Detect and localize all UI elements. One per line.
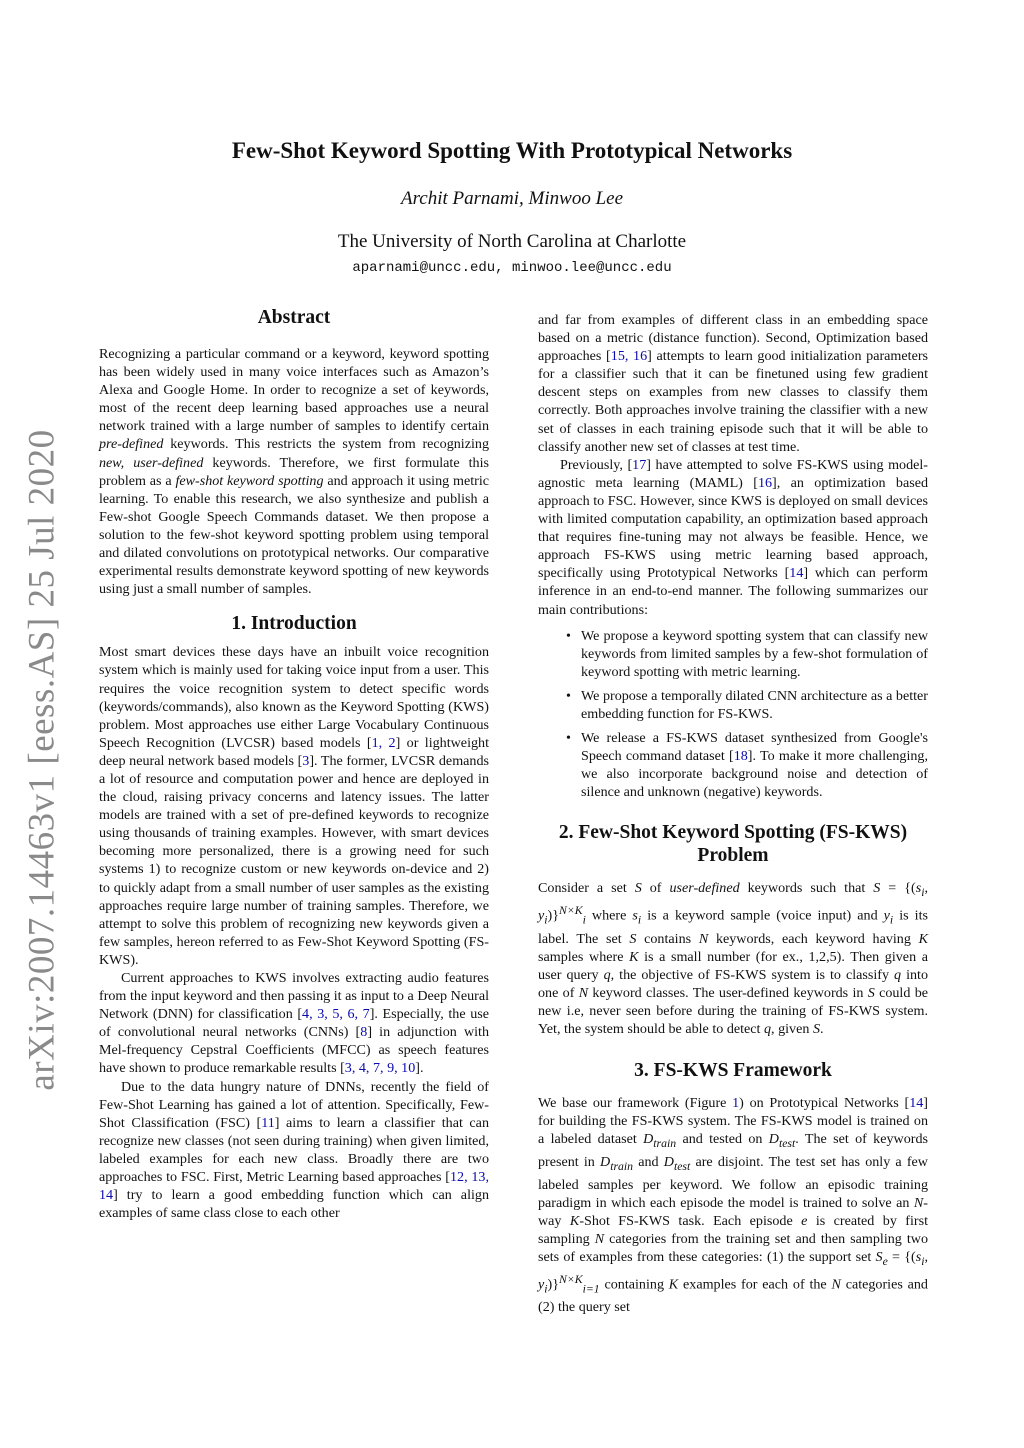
list-item: • We propose a temporally dilated CNN architecture as a better embedding function for FS-KWS. <box>566 687 928 722</box>
arxiv-watermark: arXiv:2007.14463v1 [eess.AS] 25 Jul 2020 <box>21 429 63 1091</box>
citation-link[interactable]: 4, 3, 5, 6, 7 <box>302 1006 370 1023</box>
citation-link[interactable]: 3 <box>302 752 310 769</box>
figure-link[interactable]: 1 <box>732 1094 740 1111</box>
citation-link[interactable]: 15, 16 <box>610 348 648 365</box>
intro-continued-paragraph: and far from examples of different class in an embedding space based on a metric (distance function). Second, Optimization based approaches [15, 16] attempts to learn good initialization parameters for a classifier such that it can be finetuned using few gradient descent steps on examples from new classes to classify them correctly. Both approaches involve training the classifier with a new set of classes in each training episode such that it will be able to classify another new set of classes at test time. <box>538 312 929 455</box>
paper-title: Few-Shot Keyword Spotting With Prototypical Networks <box>231 138 793 163</box>
intro-paragraph-3: Due to the data hungry nature of DNNs, recently the field of Few-Shot Learning has gained a lot of attention. Specifically, Few-Shot Classification (FSC) [11] aims to learn a classifier that can recognize new classes (not seen during training) when given limited, labeled examples for each new class. Broadly there are two approaches to FSC. First, Metric Learning based approaches [12, 13, 14] try to learn a good embedding function which can align examples of same class close to each other <box>99 1078 489 1222</box>
contributions-list <box>538 627 928 802</box>
section-2-paragraph: Consider a set S of user-defined keywords such that $S = \{(s_i$, $y_i)\}^{N\times K}_i$ where $s_i$ is a keyword sample (voice input) and $y_i$ is its label. The set S contains N keywords, each keyword having K samples where K is a small number (for ex., 1,2,5). Then given a user query q, the objective of FS-KWS system is to classify q into one of N keyword classes. The user-defined keywords in S could be new i.e, never seen before during the training of FS-KWS system. Yet, the system should be able to detect q, given S. <box>538 880 929 1038</box>
section-3-heading: 3. FS-KWS Framework <box>634 1059 832 1081</box>
abstract-heading: Abstract <box>257 307 331 328</box>
citation-link[interactable]: 14 <box>909 1094 924 1111</box>
intro-paragraph-1: Most smart devices these days have an inbuilt voice recognition system which is mainly used for taking voice input from a user. This requires the voice recognition system to detect specific words (keywords/commands), also known as the Keyword Spotting (KWS) problem. Most approaches use either Large Vocabulary Continuous Speech Recognition (LVCSR) based models [1, 2] or lightweight deep neural network based models [3]. The former, LVCSR demands a lot of resource and computation power and hence are deployed in the cloud, raising privacy concerns and latency issues. The latter models are trained with a set of pre-defined keywords to recognize using thousands of training examples. However, with smart devices becoming more personalized, there is a growing need for such systems 1) to recognize custom or new keywords on-device and 2) to quickly adapt from a small number of user samples as the existing approaches require large number of training samples. Therefore, we attempt to solve this problem of recognizing new keywords given a few samples, hereon referred to as Few-Shot Keyword Spotting (FS-KWS). <box>99 644 489 968</box>
list-item: • We release a FS-KWS dataset synthesized from Google's Speech command dataset [18]. To make it more challenging, we also incorporate background noise and detection of silence and unknown (negative) keywords. <box>566 730 928 801</box>
citation-link[interactable]: 1, 2 <box>371 734 396 751</box>
citation-link[interactable]: 12, 13, 14 <box>99 1169 489 1204</box>
list-item: • We propose a keyword spotting system that can classify new keywords from limited samples by a few-shot formulation of keyword spotting with metric learning. <box>566 627 928 680</box>
citation-link[interactable]: 14 <box>789 565 804 582</box>
left-column <box>99 306 489 1222</box>
citation-link[interactable]: 16 <box>757 474 773 491</box>
citation-link[interactable]: 11 <box>261 1114 275 1131</box>
citation-link[interactable]: 18 <box>733 748 748 765</box>
previously-paragraph: Previously, [17] have attempted to solve FS-KWS using model-agnostic meta learning (MAML) [16], an optimization based approach to FSC. However, since KWS is deployed on small devices with limited computation capability, an optimization based approach that requires fine-tuning may not always be feasible. Hence, we approach FS-KWS using metric learning based approach, specifically using Prototypical Networks [14] which can perform inference in an end-to-end manner. The following summarizes our main contributions: <box>538 456 929 618</box>
citation-link[interactable]: 8 <box>360 1024 368 1041</box>
intro-paragraph-2: Current approaches to KWS involves extracting audio features from the input keyword and then passing it as input to a Deep Neural Network (DNN) for classification [4, 3, 5, 6, 7]. Especially, the use of convolutional neural networks (CNNs) [8] in adjunction with Mel-frequency Cepstral Coefficients (MFCC) as speech features have shown to produce remarkable results [3, 4, 7, 9, 10]. <box>99 970 490 1077</box>
citation-link[interactable]: 3, 4, 7, 9, 10 <box>344 1060 416 1077</box>
section-3-paragraph: We base our framework (Figure 1) on Prototypical Networks [14] for building the FS-KWS system. The FS-KWS model is trained on a labeled dataset $D_{train}$ and tested on $D_{test}$. The set of keywords present in $D_{train}$ and $D_{test}$ are disjoint. The test set has only a few labeled samples per keyword. We follow an episodic training paradigm in which each episode the model is trained to solve an N-way K-Shot FS-KWS task. Each episode e is created by first sampling N categories from the training set and then sampling two sets of examples from these categories: (1) the support set $S_e = \{(s_i$, $y_i)\}^{N\times K}_{i=1}$ containing K examples for each of the N categories and (2) the query set <box>538 1094 929 1316</box>
right-column <box>538 311 928 1316</box>
section-2-heading: 2. Few-Shot Keyword Spotting (FS-KWS) Problem <box>558 822 908 867</box>
paper-affiliation: The University of North Carolina at Charlotte <box>337 231 687 252</box>
paper-authors: Archit Parnami, Minwoo Lee <box>401 188 623 209</box>
abstract-text: Recognizing a particular command or a keyword, keyword spotting has been widely used in many voice interfaces such as Amazon’s Alexa and Google Home. In order to recognize a set of keywords, most of the recent deep learning based approaches use a neural network trained with a large number of samples to identify certain pre-defined keywords. This restricts the system from recognizing new, user-defined keywords. Therefore, we first formulate this problem as a few-shot keyword spotting and approach it using metric learning. To enable this research, we also synthesize and publish a Few-shot Google Speech Commands dataset. We then propose a solution to the few-shot keyword spotting problem using temporal and dilated convolutions on prototypical networks. Our comparative experimental results demonstrate keyword spotting of new keywords using just a small number of samples. <box>99 346 490 598</box>
paper-emails: aparnami@uncc.edu, minwoo.lee@uncc.edu <box>352 260 672 276</box>
intro-heading: 1. Introduction <box>231 613 357 635</box>
citation-link[interactable]: 17 <box>632 456 647 473</box>
